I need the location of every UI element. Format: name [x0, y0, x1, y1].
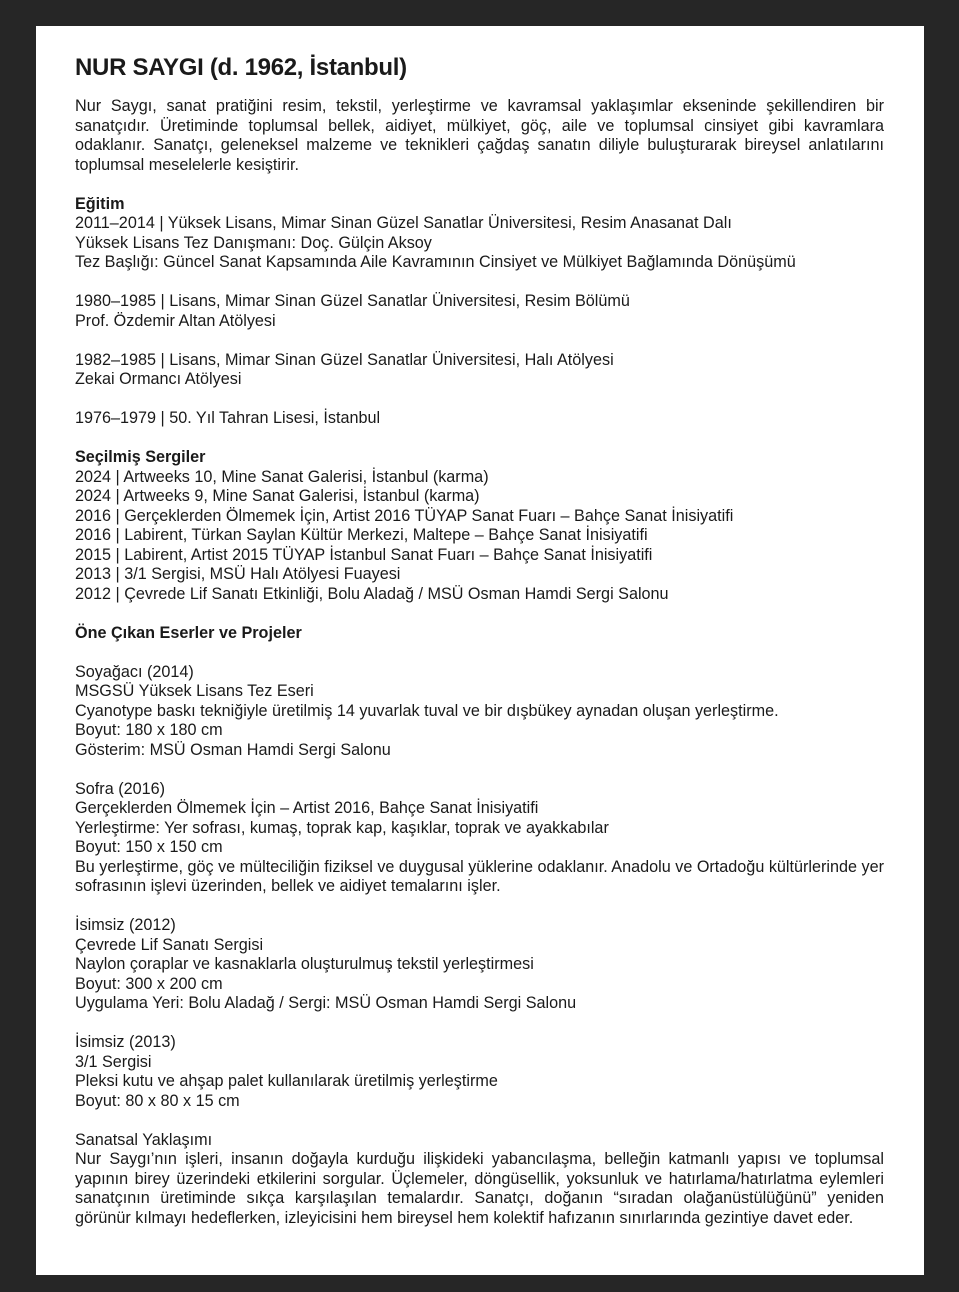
work-description: Pleksi kutu ve ahşap palet kullanılarak üretilmiş yerleştirme	[75, 1072, 498, 1090]
education-entry: Prof. Özdemir Altan Atölyesi	[75, 311, 276, 330]
exhibition-item: 2024 | Artweeks 9, Mine Sanat Galerisi, İstanbul (karma)	[75, 487, 480, 505]
exhibition-item: 2013 | 3/1 Sergisi, MSÜ Halı Atölyesi Fuayesi	[75, 565, 401, 583]
education-entry: Yüksek Lisans Tez Danışmanı: Doç. Gülçin Aksoy	[75, 233, 432, 252]
work-context: Gerçeklerden Ölmemek İçin – Artist 2016, Bahçe Sanat İnisiyatifi	[75, 799, 539, 817]
education-entry: 1982–1985 | Lisans, Mimar Sinan Güzel Sanatlar Üniversitesi, Halı Atölyesi	[75, 350, 614, 369]
exhibition-item: 2015 | Labirent, Artist 2015 TÜYAP İstanbul Sanat Fuarı – Bahçe Sanat İnisiyatifi	[75, 545, 653, 564]
work-title: İsimsiz (2012)	[75, 916, 176, 934]
work-size: Boyut: 150 x 150 cm	[75, 838, 223, 856]
approach-heading: Sanatsal Yaklaşımı	[75, 1130, 213, 1149]
education-entry: 1976–1979 | 50. Yıl Tahran Lisesi, İstanbul	[75, 409, 381, 427]
exhibition-item: 2012 | Çevrede Lif Sanatı Etkinliği, Bolu Aladağ / MSÜ Osman Hamdi Sergi Salonu	[75, 584, 669, 603]
work-size: Boyut: 80 x 80 x 15 cm	[75, 1091, 240, 1110]
work-context: Çevrede Lif Sanatı Sergisi	[75, 935, 264, 954]
work-context: MSGSÜ Yüksek Lisans Tez Eseri	[75, 682, 314, 700]
work-context: 3/1 Sergisi	[75, 1052, 152, 1071]
work-size: Boyut: 300 x 200 cm	[75, 974, 223, 993]
work-size: Boyut: 180 x 180 cm	[75, 721, 223, 739]
work-description: Bu yerleştirme, göç ve mülteciliğin fiziksel ve duygusal yüklerine odaklanır. Anadolu ve Ortadoğu kültürlerinde yer sofrasının işlevi üzerinden, bellek ve aidiyet temalarını işler.	[75, 857, 884, 895]
intro-paragraph: Nur Saygı, sanat pratiğini resim, tekstil, yerleştirme ve kavramsal yaklaşımlar ekseninde şekillendiren bir sanatçıdır. Üretiminde toplumsal bellek, aidiyet, mülkiyet, göç, aile ve toplumsal cinsiyet gibi kavramlara odaklanır. Sanatçı, geleneksel malzeme ve teknikleri çağdaş sanatın diliyle buluşturarak bireysel anlatılarını toplumsal meselelerle kesiştirir.	[75, 97, 884, 174]
approach-paragraph: Nur Saygı’nın işleri, insanın doğayla kurduğu ilişkideki yabancılaşma, belleğin katmanlı yapısı ve toplumsal yapının birey üzerindeki etkilerini sorgular. Üçlemeler, döngüsellik, yoksunluk ve hatırlama/hatırlatma eylemleri sanatçının üretiminde sıkça karşılaşılan temalardır. Sanatçı, doğanın “sıradan olağanüstülüğünü” yeniden görünür kılmayı hedeflerken, izleyicisini hem bireysel hem kolektif hafızanın sınırlarında gezintiye davet eder.	[75, 1150, 884, 1227]
document-page	[36, 26, 924, 1275]
work-description: Naylon çoraplar ve kasnaklarla oluşturulmuş tekstil yerleştirmesi	[75, 955, 534, 973]
works-heading: Öne Çıkan Eserler ve Projeler	[75, 623, 302, 642]
exhibition-item: 2016 | Labirent, Türkan Saylan Kültür Merkezi, Maltepe – Bahçe Sanat İnisiyatifi	[75, 526, 648, 544]
education-entry: Zekai Ormancı Atölyesi	[75, 370, 242, 388]
education-entry: Tez Başlığı: Güncel Sanat Kapsamında Aile Kavramının Cinsiyet ve Mülkiyet Bağlamında Dönüşümü	[75, 253, 796, 271]
education-heading: Eğitim	[75, 194, 125, 213]
page-title: NUR SAYGI (d. 1962, İstanbul)	[75, 54, 407, 81]
work-title: İsimsiz (2013)	[75, 1033, 176, 1051]
work-title: Sofra (2016)	[75, 779, 165, 798]
work-venue: Gösterim: MSÜ Osman Hamdi Sergi Salonu	[75, 740, 391, 759]
education-entry: 1980–1985 | Lisans, Mimar Sinan Güzel Sanatlar Üniversitesi, Resim Bölümü	[75, 292, 630, 310]
work-venue: Uygulama Yeri: Bolu Aladağ / Sergi: MSÜ Osman Hamdi Sergi Salonu	[75, 994, 577, 1012]
exhibition-item: 2024 | Artweeks 10, Mine Sanat Galerisi, İstanbul (karma)	[75, 467, 489, 486]
education-entry: 2011–2014 | Yüksek Lisans, Mimar Sinan Güzel Sanatlar Üniversitesi, Resim Anasanat Dalı	[75, 214, 732, 232]
exhibition-item: 2016 | Gerçeklerden Ölmemek İçin, Artist 2016 TÜYAP Sanat Fuarı – Bahçe Sanat İnisiyatifi	[75, 506, 734, 525]
work-title: Soyağacı (2014)	[75, 662, 194, 681]
exhibitions-heading: Seçilmiş Sergiler	[75, 448, 206, 466]
work-material: Yerleştirme: Yer sofrası, kumaş, toprak kap, kaşıklar, toprak ve ayakkabılar	[75, 818, 609, 837]
work-description: Cyanotype baskı tekniğiyle üretilmiş 14 yuvarlak tuval ve bir dışbükey aynadan oluşan yerleştirme.	[75, 701, 779, 720]
